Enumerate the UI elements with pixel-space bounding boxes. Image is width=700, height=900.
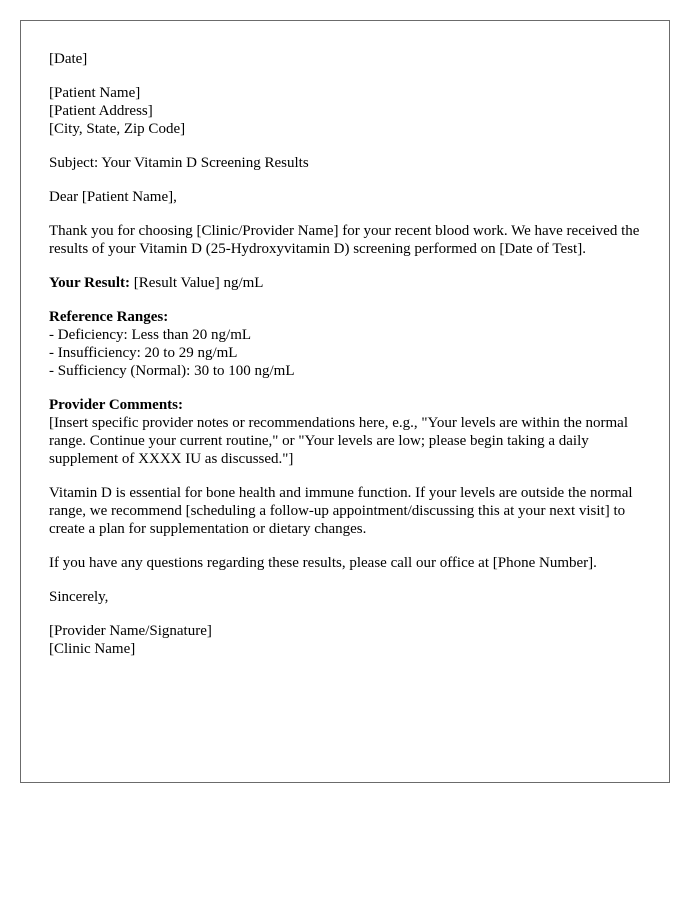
recipient-block [49, 84, 649, 138]
signature-clinic: [Clinic Name] [49, 641, 136, 657]
provider-comments-text: [Insert specific provider notes or recommendations here, e.g., "Your levels are within the normal range. Continue your current routine," or "Your levels are low; please begin taking a daily supplement of XXXX IU as discussed."] [49, 415, 629, 467]
provider-comments-block [49, 396, 649, 468]
recipient-name: [Patient Name] [49, 85, 141, 101]
signature-block [49, 622, 649, 658]
reference-range-item: - Sufficiency (Normal): 30 to 100 ng/mL [49, 363, 295, 379]
recipient-city-state-zip: [City, State, Zip Code] [49, 121, 186, 137]
letter-page [20, 20, 670, 783]
signature-provider: [Provider Name/Signature] [49, 623, 212, 639]
reference-ranges-label: Reference Ranges: [49, 309, 169, 325]
letter-greeting: Dear [Patient Name], [49, 189, 177, 205]
letter-date: [Date] [49, 51, 88, 67]
reference-range-item: - Insufficiency: 20 to 29 ng/mL [49, 345, 238, 361]
recipient-address: [Patient Address] [49, 103, 153, 119]
contact-paragraph: If you have any questions regarding these results, please call our office at [Phone Number]. [49, 555, 597, 571]
result-label: Your Result: [49, 275, 130, 291]
reference-range-item: - Deficiency: Less than 20 ng/mL [49, 327, 252, 343]
result-line [49, 274, 649, 292]
intro-paragraph: Thank you for choosing [Clinic/Provider Name] for your recent blood work. We have received the results of your Vitamin D (25-Hydroxyvitamin D) screening performed on [Date of Test]. [49, 223, 640, 257]
result-value: [Result Value] ng/mL [129, 275, 264, 291]
reference-ranges-block [49, 308, 649, 380]
info-paragraph: Vitamin D is essential for bone health and immune function. If your levels are outside the normal range, we recommend [scheduling a follow-up appointment/discussing this at your next visit] to create a plan for supplementation or dietary changes. [49, 485, 633, 537]
letter-subject: Subject: Your Vitamin D Screening Results [49, 155, 309, 171]
provider-comments-label: Provider Comments: [49, 397, 184, 413]
letter-closing: Sincerely, [49, 589, 109, 605]
